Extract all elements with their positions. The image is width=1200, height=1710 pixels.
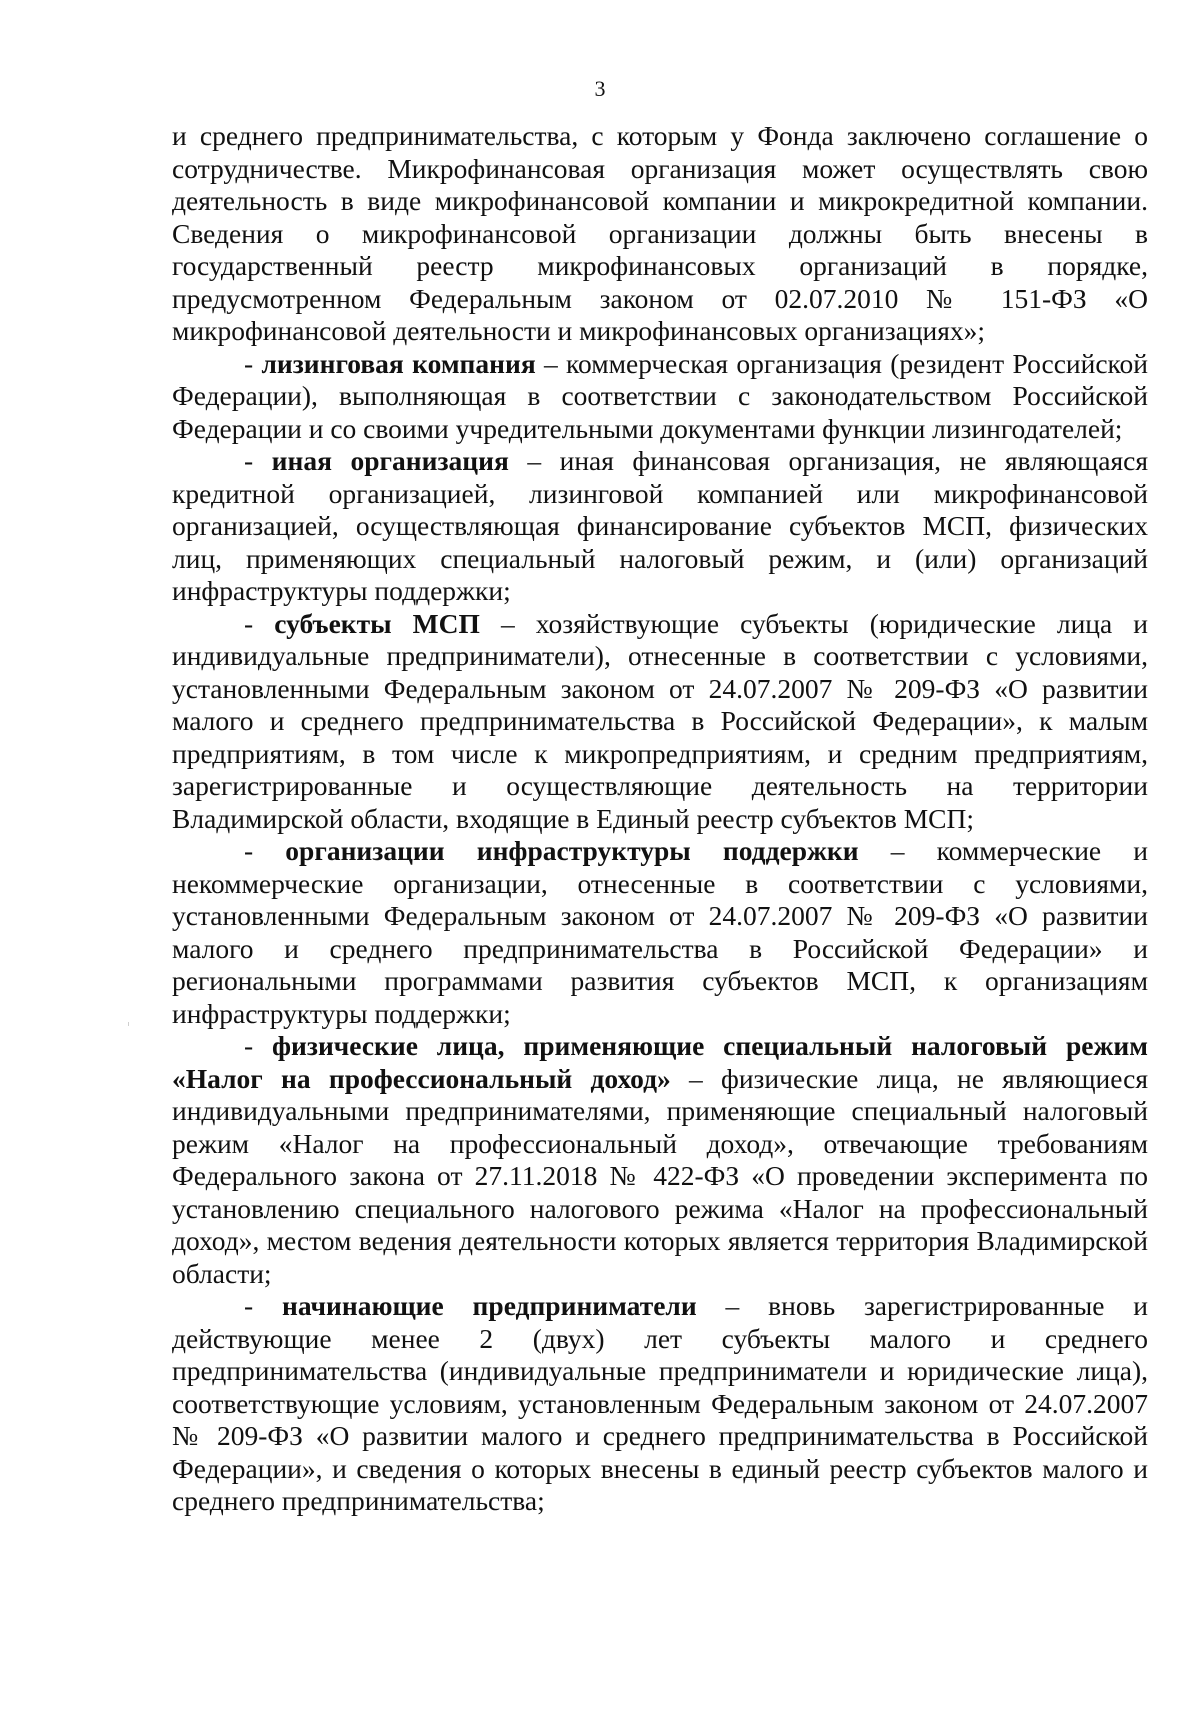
list-dash: - — [244, 1290, 282, 1321]
definition-text: – хозяйствующие субъекты (юридические лица и индивидуальные предприниматели), отнесенные в соответствии с условиями, установленными Федеральным законом от 24.07.2007 № 209-ФЗ «О развитии малого и среднего предпринимательства в Российской Федерации», к малым предприятиям, в том числе к микропредприятиям, и средним предприятиям, зарегистрированные и осуществляющие деятельность на территории Владимирской области, входящие в Единый реестр субъектов МСП; — [172, 607, 1148, 834]
definition-text: – коммерческая организация (резидент Российской Федерации), выполняющая в соответствии с законодательством Российской Федерации и со своими учредительными документами функции лизингодателей; — [172, 347, 1148, 444]
page-body — [172, 120, 1148, 1518]
list-dash: - — [244, 347, 262, 379]
definition-beginning-entrepreneurs — [172, 1290, 1148, 1518]
definition-text: – вновь зарегистрированные и действующие менее 2 (двух) лет субъекты малого и среднего предпринимательства (индивидуальные предприниматели и юридические лица), соответствующие условиям, установленным Федеральным законом от 24.07.2007 № 209-ФЗ «О развитии малого и среднего предпринимательства в Российской Федерации», и сведения о которых внесены в единый реестр субъектов малого и среднего предпринимательства; — [172, 1290, 1148, 1516]
list-dash: - — [244, 607, 275, 639]
definition-msp-subjects — [172, 608, 1148, 836]
list-dash: - — [244, 445, 272, 476]
definition-term: начинающие предприниматели — [282, 1290, 697, 1321]
paragraph-continuation — [172, 120, 1148, 348]
definition-leasing-company — [172, 348, 1148, 446]
definition-term: субъекты МСП — [274, 607, 480, 639]
definition-text: – коммерческие и некоммерческие организации, отнесенные в соответствии с условиями, установленными Федеральным законом от 24.07.2007 № 209-ФЗ «О развитии малого и среднего предпринимательства в Российской Федерации» и региональными программами развития субъектов МСП, к организациям инфраструктуры поддержки; — [172, 835, 1148, 1029]
definition-self-employed — [172, 1030, 1148, 1290]
definition-text: – физические лица, не являющиеся индивидуальными предпринимателями, применяющие специальный налоговый режим «Налог на профессиональный доход», отвечающие требованиям Федерального закона от 27.11.2018 № 422-ФЗ «О проведении эксперимента по установлению специального налогового режима «Налог на профессиональный доход», местом ведения деятельности которых является территория Владимирской области; — [172, 1062, 1149, 1289]
page-number: 3 — [594, 76, 606, 101]
definition-support-infrastructure — [172, 835, 1148, 1030]
definition-term: физические лица, применяющие специальный налоговый режим «Налог на профессиональный доход» — [172, 1030, 1148, 1094]
definition-term: иная организация — [271, 445, 509, 476]
definition-term: лизинговая компания — [261, 347, 536, 379]
definition-term: организации инфраструктуры поддержки — [285, 835, 859, 866]
definition-text: – иная финансовая организация, не являющаяся кредитной организацией, лизинговой компанией или микрофинансовой организацией, осуществляющая финансирование субъектов МСП, физических лиц, применяющих специальный налоговый режим, и (или) организаций инфраструктуры поддержки; — [172, 445, 1148, 606]
scan-mark — [128, 1022, 129, 1026]
list-dash: - — [244, 1030, 273, 1061]
definition-other-organization — [172, 445, 1148, 608]
paragraph-text: и среднего предпринимательства, с которым у Фонда заключено соглашение о сотрудничестве. Микрофинансовая организация может осуществлять свою деятельность в виде микрофинансовой компании и микрокредитной компании. Сведения о микрофинансовой организации должны быть внесены в государственный реестр микрофинансовых организаций в порядке, предусмотренном Федеральным законом от 02.07.2010 № 151-ФЗ «О микрофинансовой деятельности и микрофинансовых организациях»; — [172, 120, 1148, 346]
list-dash: - — [244, 835, 286, 866]
